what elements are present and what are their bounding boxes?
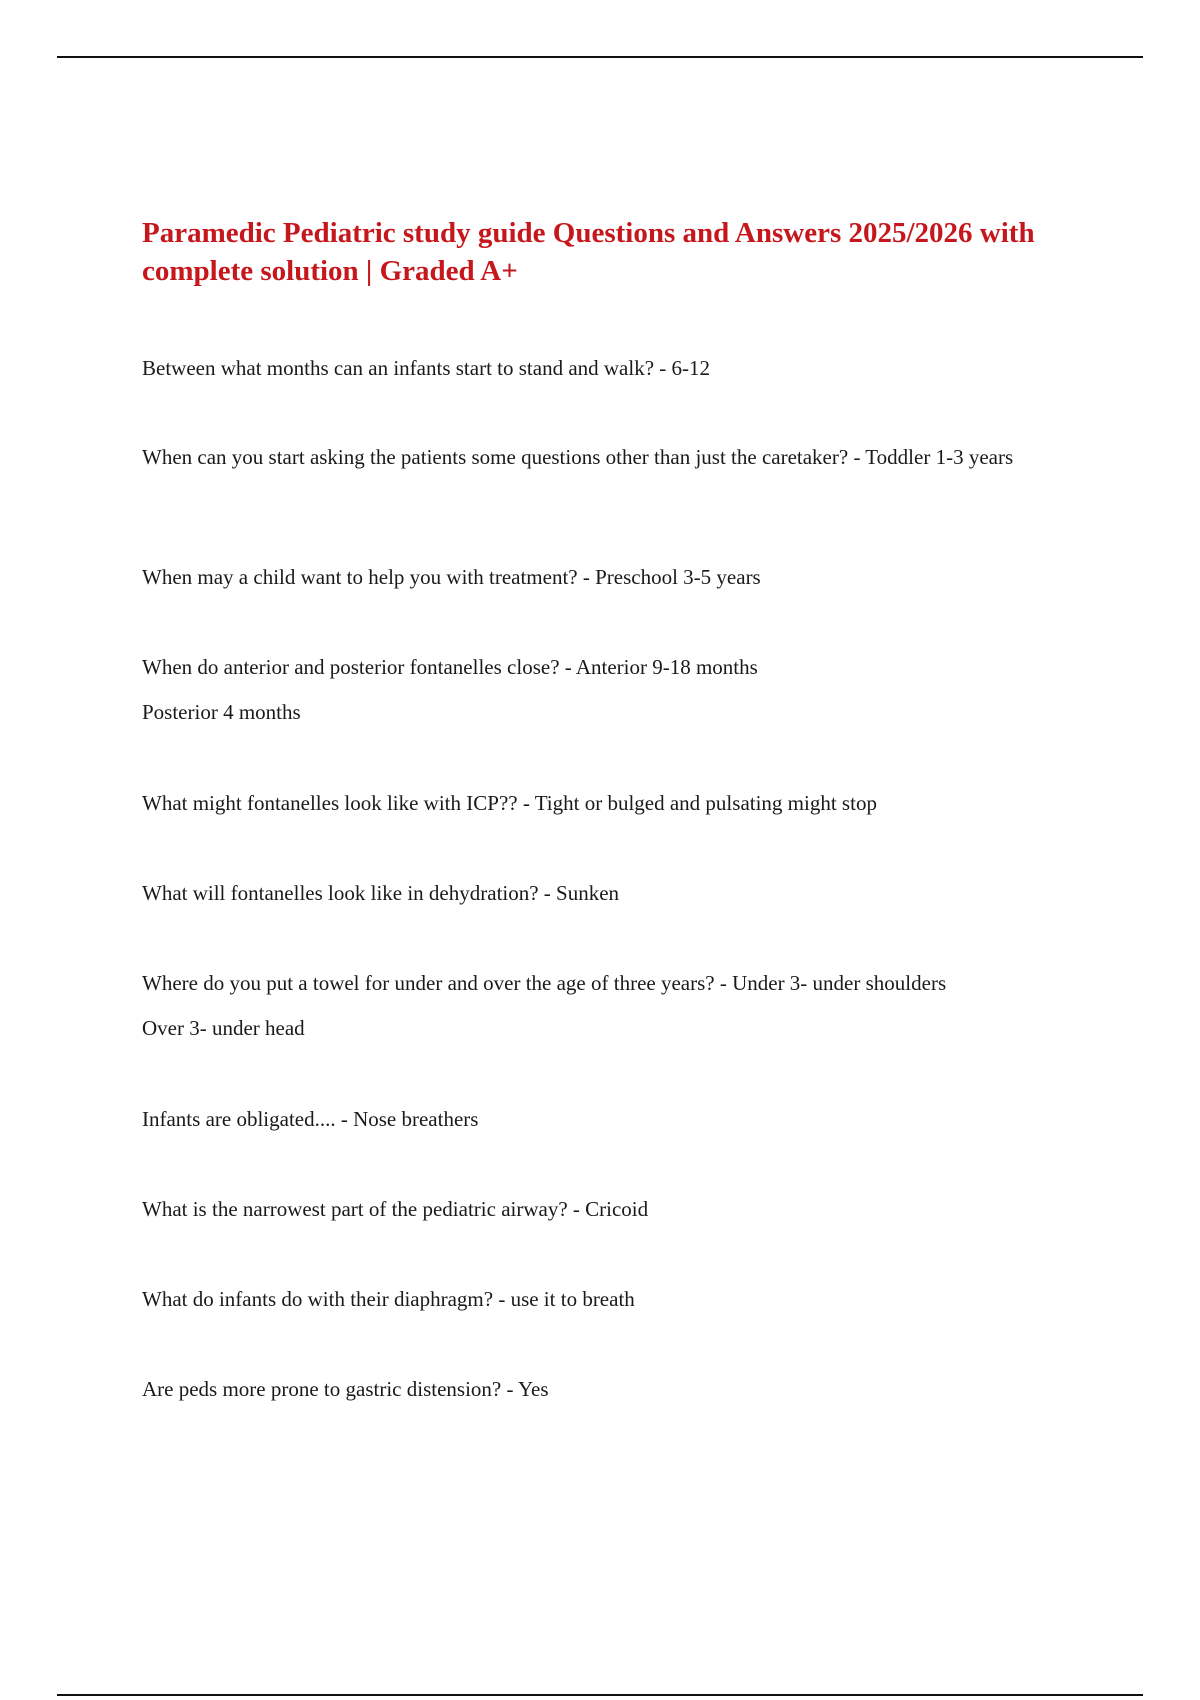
qa-text: What do infants do with their diaphragm? - use it to breath [142, 1287, 635, 1311]
qa-item [142, 788, 1062, 818]
qa-text: Where do you put a towel for under and over the age of three years? - Under 3- under shoulders [142, 971, 947, 995]
qa-text: When do anterior and posterior fontanelles close? - Anterior 9-18 months [142, 655, 758, 679]
qa-extra: Posterior 4 months [142, 700, 301, 724]
qa-text: What might fontanelles look like with ICP?? - Tight or bulged and pulsating might stop [142, 791, 877, 815]
qa-text: Between what months can an infants start to stand and walk? - 6-12 [142, 356, 711, 380]
qa-text: Are peds more prone to gastric distension? - Yes [142, 1377, 549, 1401]
footer-rule [57, 1694, 1143, 1696]
qa-item [142, 1284, 1062, 1314]
qa-item [142, 652, 1062, 727]
qa-item [142, 1194, 1062, 1224]
qa-item [142, 878, 1062, 908]
qa-text: Infants are obligated.... - Nose breathers [142, 1107, 479, 1131]
header-rule [57, 56, 1143, 58]
qa-item [142, 562, 1062, 592]
qa-item [142, 353, 1062, 383]
qa-text: What is the narrowest part of the pediatric airway? - Cricoid [142, 1197, 649, 1221]
qa-extra: Over 3- under head [142, 1016, 305, 1040]
qa-item [142, 442, 1062, 472]
qa-text: What will fontanelles look like in dehydration? - Sunken [142, 881, 620, 905]
qa-item [142, 1104, 1062, 1134]
qa-text: When can you start asking the patients some questions other than just the caretaker? - Toddler 1-3 years [142, 445, 1014, 469]
qa-text: When may a child want to help you with treatment? - Preschool 3-5 years [142, 565, 761, 589]
qa-item [142, 968, 1062, 1043]
document-title: Paramedic Pediatric study guide Questions and Answers 2025/2026 with complete solution | Graded A+ [142, 217, 1035, 287]
qa-item [142, 1374, 1062, 1404]
